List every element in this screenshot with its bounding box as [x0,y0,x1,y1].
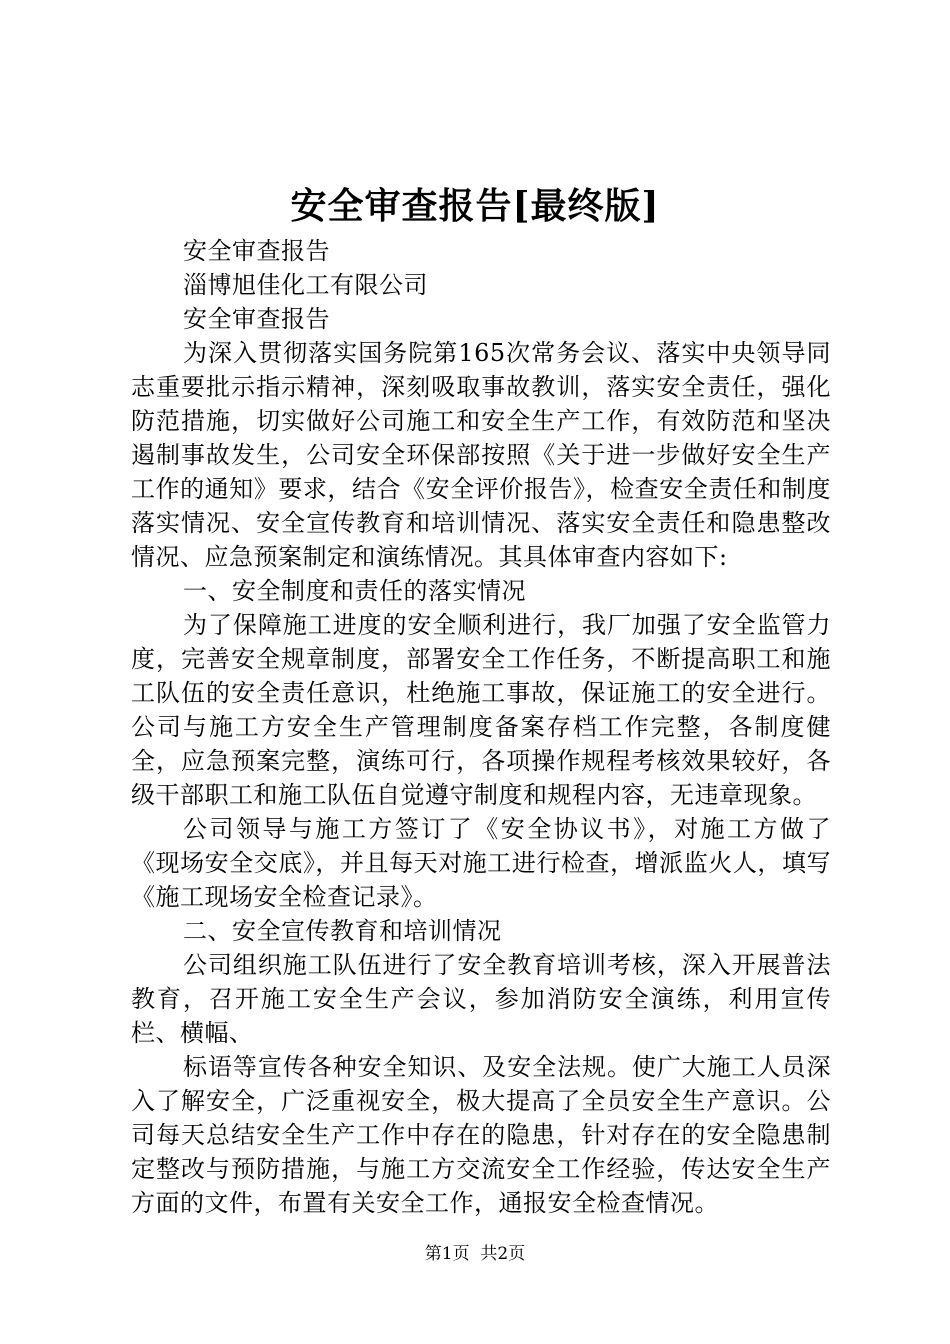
page-total: 共2页 [480,1244,526,1264]
section-heading: 一、安全制度和责任的落实情况 [183,577,526,605]
page-footer [0,1242,950,1266]
page-number: 第1页 [424,1244,470,1264]
body-paragraph: 为了保障施工进度的安全顺利进行，我厂加强了安全监管力度，完善安全规章制度，部署安全工作任务，不断提高职工和施工队伍的安全责任意识，杜绝施工事故，保证施工的安全进行。公司与施工方安全生产管理制度备案存档工作完整，各制度健全，应急预案完整，演练可行，各项操作规程考核效果较好，各级干部职工和施工队伍自觉遵守制度和规程内容，无违章现象。 [131,611,831,809]
section-heading: 二、安全宣传教育和培训情况 [183,917,502,945]
body-paragraph: 公司领导与施工方签订了《安全协议书》，对施工方做了《现场安全交底》，并且每天对施工进行检查，增派监火人，填写《施工现场安全检查记录》。 [131,815,831,911]
document-title: 安全审查报告[最终版] [290,185,660,227]
body-paragraph: 安全审查报告 [183,305,330,333]
body-paragraph: 淄博旭佳化工有限公司 [183,271,428,299]
document-body [131,234,831,1220]
body-paragraph: 安全审查报告 [183,237,330,265]
body-paragraph: 标语等宣传各种安全知识、及安全法规。使广大施工人员深入了解安全，广泛重视安全，极大提高了全员安全生产意识。公司每天总结安全生产工作中存在的隐患，针对存在的安全隐患制定整改与预防措施，与施工方交流安全工作经验，传达安全生产方面的文件，布置有关安全工作，通报安全检查情况。 [131,1053,831,1217]
body-paragraph: 为深入贯彻落实国务院第165次常务会议、落实中央领导同志重要批示指示精神，深刻吸取事故教训，落实安全责任，强化防范措施，切实做好公司施工和安全生产工作，有效防范和坚决遏制事故发生，公司安全环保部按照《关于进一步做好安全生产工作的通知》要求，结合《安全评价报告》，检查安全责任和制度落实情况、安全宣传教育和培训情况、落实安全责任和隐患整改情况、应急预案制定和演练情况。其具体审查内容如下: [131,339,831,571]
body-paragraph: 公司组织施工队伍进行了安全教育培训考核，深入开展普法教育，召开施工安全生产会议，参加消防安全演练，利用宣传栏、横幅、 [131,951,831,1047]
